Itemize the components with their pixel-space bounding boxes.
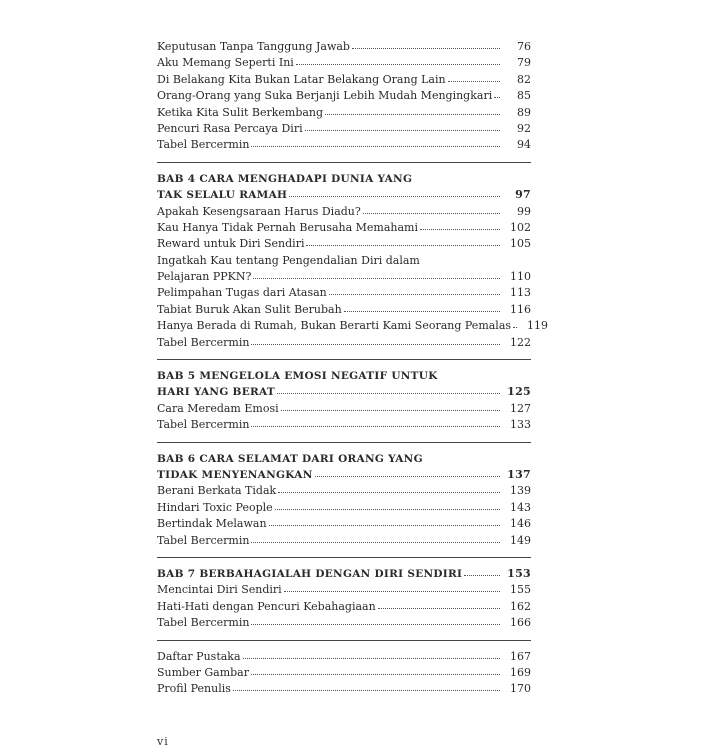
toc-entry-page: 79 <box>517 56 531 70</box>
chapter-heading-text: BAB 6 CARA SELAMAT DARI ORANG YANG <box>157 452 423 465</box>
toc-entry <box>157 121 531 137</box>
toc-entry-title: Mencintai Diri Sendiri <box>157 583 282 597</box>
chapter-heading-line <box>157 171 531 187</box>
dot-leader <box>243 648 500 659</box>
dot-leader <box>448 71 500 82</box>
dot-leader <box>422 253 500 263</box>
chapter-section <box>157 171 531 204</box>
section-divider <box>157 640 531 641</box>
toc-entry <box>157 681 531 697</box>
toc-entry-page: 105 <box>510 237 531 251</box>
toc-entry-title: Tabiat Buruk Akan Sulit Berubah <box>157 302 342 316</box>
toc-entry-page: 169 <box>510 665 531 679</box>
toc-entry <box>157 483 531 499</box>
toc-entry-title: Sumber Gambar <box>157 665 249 679</box>
toc-entry-title: Reward untuk Diri Sendiri <box>157 237 305 251</box>
dot-leader <box>420 219 500 230</box>
chapter-heading-text: BAB 4 CARA MENGHADAPI DUNIA YANG <box>157 172 413 185</box>
toc-entry-title: Hanya Berada di Rumah, Bukan Berarti Kami Seorang Pemalas <box>157 319 512 333</box>
toc-entry-page: 113 <box>510 286 531 300</box>
toc-entry-title: Kau Hanya Tidak Pernah Berusaha Memahami <box>157 220 419 234</box>
dot-leader <box>464 565 500 576</box>
dot-leader <box>251 614 500 625</box>
toc-entry-page: 139 <box>510 484 531 498</box>
dot-leader <box>513 317 517 328</box>
chapter-heading-text: TIDAK MENYENANGKAN <box>157 468 313 481</box>
toc-entry <box>157 137 531 153</box>
dot-leader <box>281 400 500 411</box>
chapter-entries <box>157 401 531 434</box>
toc-entry-title: Di Belakang Kita Bukan Latar Belakang Orang Lain <box>157 72 446 86</box>
toc-entry-page: 85 <box>517 89 531 103</box>
toc-entry <box>157 236 531 252</box>
chapter-heading-text: BAB 7 BERBAHAGIALAH DENGAN DIRI SENDIRI <box>157 567 463 580</box>
toc-entry-page: 110 <box>510 270 531 284</box>
toc-entry-title: Hati-Hati dengan Pencuri Kebahagiaan <box>157 599 376 613</box>
dot-leader <box>251 416 500 427</box>
toc-entry-page: 170 <box>510 682 531 696</box>
chapter-section <box>157 368 531 401</box>
dot-leader <box>363 203 500 214</box>
toc-entry-title: Berani Berkata Tidak <box>157 484 277 498</box>
table-of-contents <box>157 39 549 698</box>
dot-leader <box>306 235 500 246</box>
chapter-heading-line <box>157 187 531 203</box>
chapter-page: 97 <box>515 188 531 202</box>
toc-entry-title: Tabel Bercermin <box>157 533 250 547</box>
toc-entry <box>157 72 531 88</box>
dot-leader <box>305 120 500 131</box>
dot-leader <box>289 186 500 197</box>
section-divider <box>157 359 531 360</box>
dot-leader <box>494 87 500 98</box>
dot-leader <box>253 268 500 279</box>
chapter-section <box>157 451 531 484</box>
dot-leader <box>284 581 500 592</box>
toc-entry <box>157 649 531 665</box>
chapter-entries <box>157 483 531 549</box>
chapter-heading-line <box>157 368 531 384</box>
toc-entry <box>157 401 531 417</box>
toc-entry <box>157 253 531 269</box>
section-divider <box>157 557 531 558</box>
toc-entry <box>157 55 531 71</box>
dot-leader <box>278 482 500 493</box>
toc-entry <box>157 105 531 121</box>
dot-leader <box>251 334 500 345</box>
toc-entry <box>157 582 531 598</box>
chapter-heading-text: BAB 5 MENGELOLA EMOSI NEGATIF UNTUK <box>157 370 438 383</box>
toc-entry-title: Tabel Bercermin <box>157 616 250 630</box>
toc-entry <box>157 417 531 433</box>
toc-entry-title: Tabel Bercermin <box>157 418 250 432</box>
toc-entry-page: 99 <box>517 204 531 218</box>
toc-entry-page: 119 <box>527 319 549 333</box>
toc-entry-page: 166 <box>510 616 531 630</box>
toc-entry-page: 102 <box>510 220 531 234</box>
toc-entry-title: Pelimpahan Tugas dari Atasan <box>157 286 327 300</box>
toc-entry-page: 146 <box>510 517 531 531</box>
toc-entry-page: 76 <box>517 40 531 53</box>
toc-entry <box>157 615 531 631</box>
toc-entry <box>157 269 531 285</box>
toc-entry-title: Hindari Toxic People <box>157 500 273 514</box>
toc-entry-title: Aku Memang Seperti Ini <box>157 56 294 70</box>
chapter-page: 153 <box>507 566 531 580</box>
dot-leader <box>277 383 500 394</box>
toc-entry-title: Apakah Kesengsaraan Harus Diadu? <box>157 204 361 218</box>
toc-entry-title: Cara Meredam Emosi <box>157 401 279 415</box>
section-divider <box>157 162 531 163</box>
dot-leader <box>315 466 500 477</box>
toc-entry-title: Pelajaran PPKN? <box>157 270 252 284</box>
toc-entry <box>157 335 531 351</box>
toc-entry-title: Profil Penulis <box>157 682 231 696</box>
toc-entry <box>157 533 531 549</box>
toc-entry <box>157 599 531 615</box>
toc-entry-page: 143 <box>510 500 531 514</box>
chapter-heading-line <box>157 451 531 467</box>
toc-entry-title: Daftar Pustaka <box>157 649 241 663</box>
toc-entry <box>157 302 531 318</box>
toc-entry <box>157 39 531 55</box>
chapter-heading-text: HARI YANG BERAT <box>157 386 276 399</box>
dot-leader <box>269 515 500 526</box>
chapter-entries <box>157 582 531 631</box>
toc-entry <box>157 88 531 104</box>
dot-leader <box>378 598 500 609</box>
dot-leader <box>233 680 500 691</box>
toc-entry-page: 149 <box>510 533 531 547</box>
toc-entry <box>157 516 531 532</box>
toc-entry-page: 122 <box>510 335 531 349</box>
toc-entry-page: 162 <box>510 599 531 613</box>
dot-leader <box>344 301 500 312</box>
toc-group-bab3-tail <box>157 39 531 154</box>
toc-entry <box>157 500 531 516</box>
toc-entry <box>157 220 531 236</box>
chapter-page: 125 <box>507 385 531 399</box>
toc-entry-title: Ketika Kita Sulit Berkembang <box>157 105 324 119</box>
toc-entry-title: Tabel Bercermin <box>157 335 250 349</box>
toc-entry-page: 94 <box>517 138 531 152</box>
dot-leader <box>275 499 500 510</box>
page-number-folio: vi <box>157 735 169 748</box>
toc-entry-page: 89 <box>517 105 531 119</box>
dot-leader <box>325 104 500 115</box>
toc-entry-page: 155 <box>510 583 531 597</box>
toc-entry-title: Bertindak Melawan <box>157 517 267 531</box>
toc-entry-page: 92 <box>517 121 531 135</box>
chapter-page: 137 <box>507 467 531 481</box>
toc-entry-page: 127 <box>510 401 531 415</box>
chapter-section <box>157 566 531 582</box>
toc-entry-title: Tabel Bercermin <box>157 138 250 152</box>
toc-entry-title: Keputusan Tanpa Tanggung Jawab <box>157 40 350 53</box>
dot-leader <box>251 532 500 543</box>
chapter-heading-line <box>157 566 531 582</box>
chapter-heading-line <box>157 467 531 483</box>
toc-entry <box>157 204 531 220</box>
toc-entry-title: Orang-Orang yang Suka Berjanji Lebih Mudah Mengingkari <box>157 89 493 103</box>
dot-leader <box>352 38 500 49</box>
back-matter <box>157 649 531 698</box>
chapter-heading-text: TAK SELALU RAMAH <box>157 189 288 202</box>
toc-entry-page: 167 <box>510 649 531 663</box>
toc-entry-page: 133 <box>510 418 531 432</box>
dot-leader <box>296 54 500 65</box>
chapter-entries <box>157 204 549 352</box>
dot-leader <box>251 136 500 147</box>
chapter-heading-line <box>157 384 531 400</box>
section-divider <box>157 442 531 443</box>
toc-entry-title: Pencuri Rasa Percaya Diri <box>157 121 303 135</box>
toc-entry <box>157 318 549 334</box>
dot-leader <box>329 284 500 295</box>
toc-entry <box>157 285 531 301</box>
toc-entry-page: 82 <box>517 72 531 86</box>
dot-leader <box>251 664 500 675</box>
toc-entry <box>157 665 531 681</box>
toc-entry-page: 116 <box>510 302 531 316</box>
toc-entry-title: Ingatkah Kau tentang Pengendalian Diri dalam <box>157 253 420 267</box>
